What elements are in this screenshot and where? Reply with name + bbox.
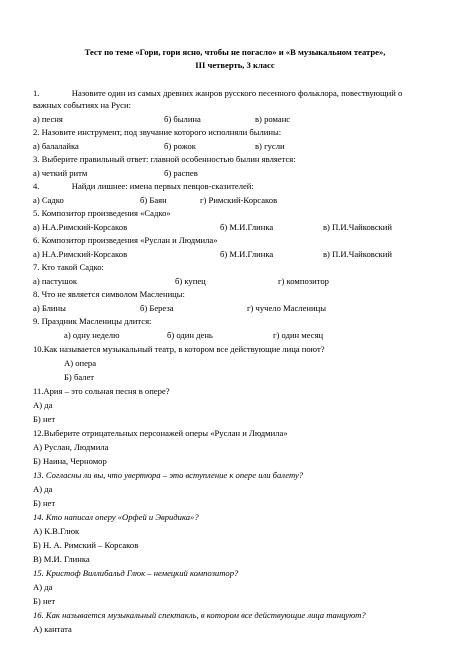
answer-option: в) гусли [255, 141, 285, 151]
answer-option: а) балалайка [33, 141, 79, 151]
question-10: 10.Как называется музыкальный театр, в котором все действующие лица поют? [33, 344, 325, 354]
question-1-continued: важных событиях на Руси: [33, 100, 131, 110]
question-1 [33, 89, 402, 98]
answer-option: а) одну неделю [64, 330, 120, 340]
answer-option: г) чучело Масленицы [247, 303, 326, 313]
answer-option: Б) Н. А. Римский – Корсаков [33, 540, 139, 550]
answer-option: б) распев [164, 168, 198, 178]
answer-option: А) опера [64, 358, 97, 368]
page-title: Тест по теме «Гори, гори ясно, чтобы не погасло» и «В музыкальном театре», [84, 47, 386, 57]
answer-option: а) Блины [33, 303, 66, 313]
answer-option: а) Н.А.Римский-Корсаков [33, 249, 128, 259]
answer-option: Б) балет [64, 372, 95, 382]
question-6: 6. Композитор произведения «Руслан и Людмила» [33, 235, 218, 245]
answer-option: Б) нет [33, 498, 56, 508]
question-2: 2. Назовите инструмент, под звучание которого исполняли былины: [33, 127, 282, 137]
question-text: Назовите один из самых древних жанров русского песенного фольклора, повествующий о [71, 88, 403, 98]
question-9: 9. Праздник Масленицы длится: [33, 316, 152, 326]
question-5: 5. Композитор произведения «Садко» [33, 208, 171, 218]
answer-option: б) один день [167, 330, 213, 340]
question-3: 3. Выберите правильный ответ: главной особенностью былин является: [33, 154, 296, 164]
question-13: 13. Согласны ли вы, что увертюра – это вступление к опере или балету? [33, 470, 304, 480]
answer-option: г) композитор [278, 276, 329, 286]
answer-option: Б) нет [33, 414, 56, 424]
answer-option: б) рожок [164, 141, 196, 151]
answer-option: б) былина [164, 114, 201, 124]
answer-option: А) К.В.Глюк [33, 526, 80, 536]
answer-option: в) П.И.Чайковский [323, 249, 393, 259]
answer-option: г) один месяц [273, 330, 324, 340]
answer-option: б) купец [175, 276, 206, 286]
question-text: Найди лишнее: имена первых певцов-сказителей: [71, 181, 254, 191]
question-number: 1. [33, 88, 40, 98]
question-8: 8. Что не является символом Масленицы: [33, 289, 185, 299]
answer-option: Б) Наина, Черномор [33, 456, 107, 466]
answer-option: в) романс [255, 114, 291, 124]
answer-option: б) Баян [140, 195, 167, 205]
answer-option: А) кантата [33, 624, 72, 634]
question-11: 11.Ария – это сольная песня в опере? [33, 386, 170, 396]
question-number: 4. [33, 181, 40, 191]
question-7: 7. Кто такой Садко: [33, 262, 104, 272]
answer-option: а) четкий ритм [33, 168, 88, 178]
answer-option: а) Садко [33, 195, 64, 205]
answer-option: г) Римский-Корсаков [200, 195, 278, 205]
answer-option: б) М.И.Глинка [220, 249, 274, 259]
answer-option: б) Береза [140, 303, 174, 313]
answer-option: Б) нет [33, 596, 56, 606]
question-15: 15. Кристоф Виллибальд Глюк – немецкий композитор? [33, 568, 239, 578]
answer-option: В) М.И. Глинка [33, 554, 90, 564]
answer-option: в) П.И.Чайковский [323, 222, 393, 232]
question-12: 12.Выберите отрицательных персонажей оперы «Руслан и Людмила» [33, 428, 288, 438]
answer-option: А) да [33, 400, 53, 410]
question-4 [33, 182, 254, 191]
question-14: 14. Кто написал оперу «Орфей и Эвридика»? [33, 512, 199, 522]
answer-option: б) М.И.Глинка [220, 222, 274, 232]
answer-option: А) Руслан, Людмила [33, 442, 109, 452]
answer-option: а) песня [33, 114, 63, 124]
answer-option: а) Н.А.Римский-Корсаков [33, 222, 128, 232]
page-subtitle: III четверть, 3 класс [195, 60, 275, 70]
question-16: 16. Как называется музыкальный спектакль, в котором все действующие лица танцуют? [33, 610, 366, 620]
answer-option: А) да [33, 484, 53, 494]
answer-option: а) пастушок [33, 276, 78, 286]
answer-option: А) да [33, 582, 53, 592]
